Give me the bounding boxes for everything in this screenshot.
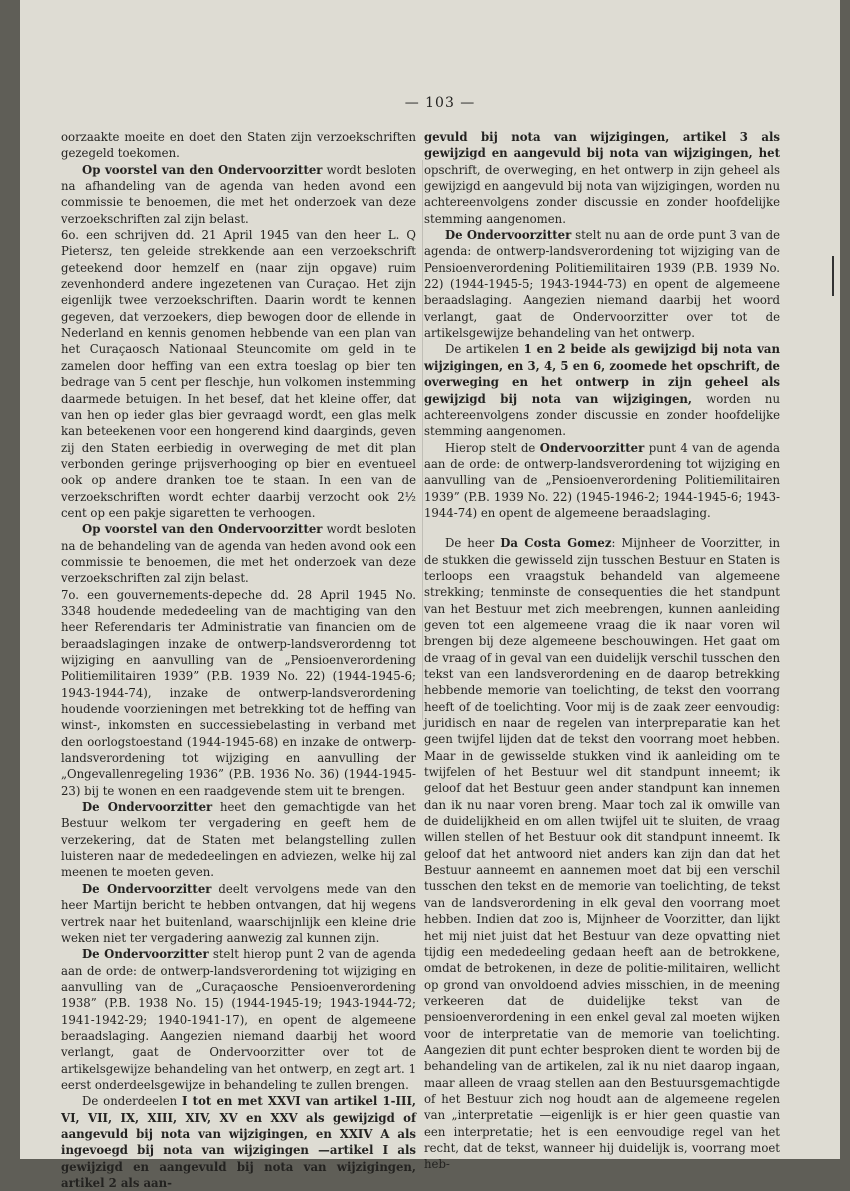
column-divider	[422, 160, 423, 720]
paragraph: De Ondervoorzitter stelt nu aan de orde punt 3 van de agenda: de ontwerp-landsverordening tot wijziging van de Pensioenverordening Politiemilitairen 1939 (P.B. 1939 No. 22) (1944-1945-5; 1943-1944-73) en opent de algemeene beraadslaging. Aangezien niemand daarbij het woord verlangt, gaat de Ondervoorzitter over tot de artikelsgewijze behandeling van het ontwerp.	[424, 228, 780, 341]
scanned-page	[20, 0, 840, 1190]
paragraph: De Ondervoorzitter deelt vervolgens mede van den heer Martijn bericht te hebben ontvangen, dat hij wegens vertrek naar het buitenland, waarschijnlijk een kleine drie weken niet ter vergadering aanwezig zal kunnen zijn.	[61, 881, 417, 945]
page-number: — 103 —	[404, 95, 476, 111]
paragraph: De heer Da Costa Gomez: Mijnheer de Voorzitter, in de stukken die gewisseld zijn tusschen Bestuur en Staten is terloops een vraagstuk behandeld van algemeene strekking; tenminste de consequenties die het standpunt van het Bestuur met zich meebrengen, kunnen aanleiding geven tot een algemeene vraag die ik naar voren wil brengen bij deze algemeene beschouwingen. Het gaat om de vraag of in geval van een duidelijk verschil tusschen den tekst van een landsverordening en de daarop betrekking hebbende memorie van toelichting, de tekst den voorrang heeft of de toelichting. Voor mij is de zaak zeer eenvoudig: juridisch en naar de regelen van interpreparatie kan het geen twijfel lijden dat de tekst den voorrang moet hebben. Maar in de gewisselde stukken vind ik aanleiding om te twijfelen of het Bestuur wel dit standpunt inneemt; ik geloof dat het Bestuur geen ander standpunt kan innemen dan ik nu naar voren breng. Maar toch zal ik omwille van de duidelijkheid en om allen twijfel uit te sluiten, de vraag willen stellen of het Bestuur ook dit standpunt inneemt. Ik geloof dat het antwoord niet anders kan zijn dan dat het Bestuur aanneemt en aannemen moet dat bij een verschil tusschen den tekst en de memorie van toelichting, de tekst van de landsverordening in elk geval den voorrang moet hebben. Indien dat zoo is, Mijnheer de Voorzitter, dan lijkt het mij niet juist dat het Bestuur van deze opvatting niet tijdig een mededeeling gedaan heeft aan de betrokkene, omdat de betrokenen, in deze de politie-militairen, wellicht op grond van onvoldoend advies misschien, in de meening verkeeren dat de duidelijke tekst van de pensioenverordening in een enkel geval zal moeten wijken voor de interpretatie van de memorie van toelichting. Aangezien dit punt echter besproken dient te worden bij de behandeling van de artikelen, zal ik nu niet daarop ingaan, maar alleen de vraag stellen aan den Bestuursgemachtigde of het Bestuur zich nog houdt aan de algemeene regelen van „interpretatie —eigenlijk is er hier geen quastie van een interpretatie; het is een eenvoudige regel van het recht, dat de tekst, wanneer hij duidelijk is, voorrang moet heb-	[424, 536, 781, 1172]
margin-mark	[832, 256, 834, 296]
paragraph: De artikelen 1 en 2 beide als gewijzigd bij nota van wijzigingen, en 3, 4, 5 en 6, zoomede het opschrift, de overweging en het ontwerp in zijn geheel als gewijzigd bij nota van wijzigingen, worden nu achtereenvolgens zonder discussie en zonder hoofdelijke stemming aangenomen.	[424, 342, 780, 439]
paragraph: De onderdeelen I tot en met XXVI van artikel 1-III, VI, VII, IX, XIII, XIV, XV en XXV als gewijzigd of aangevuld bij nota van wijzigingen, en XXIV A als ingevoegd bij nota van wijzigingen —artikel I als gewijzigd en aangevuld bij nota van wijzigingen, artikel 2 als aan-	[61, 1094, 416, 1190]
paragraph: oorzaakte moeite en doet den Staten zijn verzoekschriften gezegeld toekomen.	[61, 130, 416, 161]
paragraph: 7o. een gouvernements-depeche dd. 28 April 1945 No. 3348 houdende mededeeling van de machtiging van den heer Referendaris ter Administratie van financien om de beraadslagingen inzake de ontwerp-landsverordenng tot wijziging en aanvulling van de „Pensioenverordening Politiemilitairen 1939” (P.B. 1939 No. 22) (1944-1945-6; 1943-1944-74), inzake de ontwerp-landsverordening houdende voorzieningen met betrekking tot de heffing van winst-, inkomsten en successiebelasting in verband met den oorlogstoestand (1944-1945-68) en inzake de ontwerp-landsverordening tot wijziging en aanvulling der „Ongevallenregeling 1936” (P.B. 1936 No. 36) (1944-1945-23) bij te wonen en een raadgevende stem uit te brengen.	[61, 587, 416, 798]
paragraph: De Ondervoorzitter heet den gemachtigde van het Bestuur welkom ter vergadering en geeft hem de verzekering, dat de Staten met belangstelling zullen luisteren naar de mededeelingen en adviezen, welke hij zal meenen te moeten geven.	[61, 800, 417, 880]
paragraph: Op voorstel van den Ondervoorzitter wordt besloten na de behandeling van de agenda van heden avond ook een commissie te benoemen, die met het onderzoek van deze verzoekschriften zal zijn belast.	[61, 522, 416, 586]
paragraph: Op voorstel van den Ondervoorzitter wordt besloten na afhandeling van de agenda van heden avond een commissie te benoemen, die met het onderzoek van deze verzoekschriften zal zijn belast.	[61, 162, 416, 226]
right-column	[424, 129, 780, 1173]
paragraph: Hierop stelt de Ondervoorzitter punt 4 van de agenda aan de orde: de ontwerp-landsverordening tot wijziging en aanvulling van de „Pensioenverordening Politiemilitairen 1939” (P.B. 1939 No. 22) (1945-1946-2; 1944-1945-6; 1943-1944-74) en opent de algemeene beraadslaging.	[424, 440, 780, 520]
paragraph: 6o. een schrijven dd. 21 April 1945 van den heer L. Q Pietersz, ten geleide strekkende aan een verzoekschrift geteekend door hemzelf en (naar zijn opgave) ruim zevenhonderd andere ingezetenen van Curaçao. Het zijn eigenlijk twee verzoekschriften. Daarin wordt te kennen gegeven, dat verzoekers, diep bewogen door de ellende in Nederland en kennis genomen hebbende van een plan van het Curaçaosch Nationaal Steuncomite om geld in te zamelen door heffing van een extra toeslag op bier ten bedrage van 5 cent per fleschje, hun volkomen instemming daarmede betuigen. In het besef, dat het kleine offer, dat van hen op ieder glas bier gevraagd wordt, een glas melk kan beteekenen voor een hongerend kind daarginds, geven zij den Staten eerbiedig in overweging de met dit plan verbonden geringe prijsverhooging op bier en eventueel ook op andere dranken toe te staan. In een van de verzoekschriften wordt echter daarbij verzocht ook 2½ cent op een pakje sigaretten te verhoogen.	[61, 228, 416, 520]
paragraph: gevuld bij nota van wijzigingen, artikel 3 als gewijzigd en aangevuld bij nota van wijzigingen, het opschrift, de overweging, en het ontwerp in zijn geheel als gewijzigd en aangevuld bij nota van wijzigingen, worden nu achtereenvolgens zonder discussie en zonder hoofdelijke stemming aangenomen.	[424, 130, 780, 226]
paragraph: De Ondervoorzitter stelt hierop punt 2 van de agenda aan de orde: de ontwerp-landsverordening tot wijziging en aanvulling van de „Curaçaosche Pensioenverordening 1938” (P.B. 1938 No. 15) (1944-1945-19; 1943-1944-72; 1941-1942-29; 1940-1941-17), en opent de algemeene beraadslaging. Aangezien niemand daarbij het woord verlangt, gaat de Ondervoorzitter over tot de artikelsgewijze behandeling van het ontwerp, en zegt art. 1 eerst onderdeelsgewijze in behandeling te zullen brengen.	[61, 947, 416, 1092]
left-column	[61, 129, 416, 1191]
